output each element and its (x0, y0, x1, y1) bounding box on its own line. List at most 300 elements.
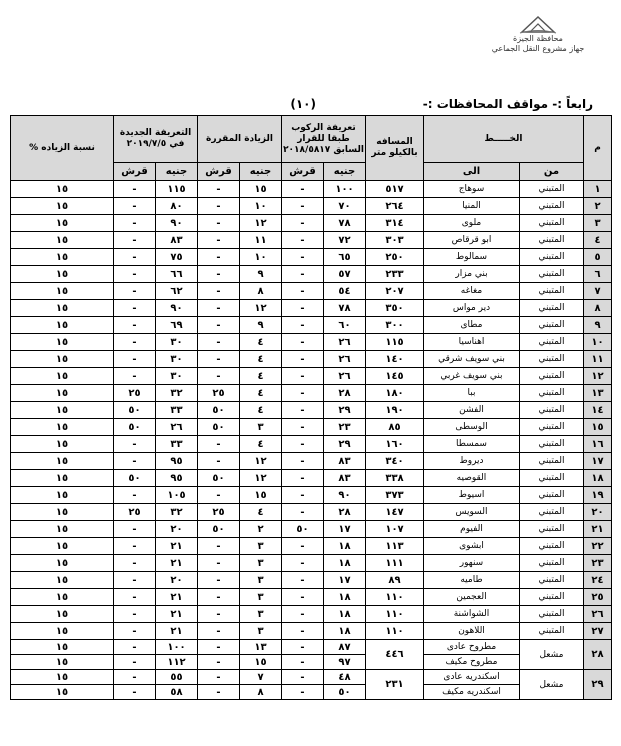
distance-cell: ٢٣٣ (366, 266, 424, 283)
new-pound-cell: ٢١ (156, 623, 198, 640)
increase-pound-cell: ٤ (240, 436, 282, 453)
old-pound-cell: ٢٦ (324, 351, 366, 368)
row-number: ١ (584, 181, 612, 198)
distance-cell: ١١١ (366, 555, 424, 572)
table-row (11, 181, 612, 198)
col-pct-header: نسبة الزياده % (11, 116, 114, 181)
new-pound-cell: ١٠٠ (156, 640, 198, 655)
increase-qirsh-cell: - (198, 589, 240, 606)
new-qirsh-cell: - (114, 181, 156, 198)
new-pound-cell: ١١٢ (156, 655, 198, 670)
new-qirsh-cell: - (114, 368, 156, 385)
new-qirsh-cell: - (114, 283, 156, 300)
pct-cell: ١٥ (11, 368, 114, 385)
from-cell: المتبني (520, 453, 584, 470)
table-row (11, 334, 612, 351)
to-cell: اهناسيا (424, 334, 520, 351)
to-cell: ببا (424, 385, 520, 402)
distance-cell: ١٨٠ (366, 385, 424, 402)
to-cell: بني مزار (424, 266, 520, 283)
new-pound-cell: ٥٥ (156, 670, 198, 685)
table-row (11, 572, 612, 589)
increase-pound-cell: ١٢ (240, 300, 282, 317)
to-cell: المنيا (424, 198, 520, 215)
new-qirsh-cell: - (114, 453, 156, 470)
from-cell: المتبني (520, 334, 584, 351)
pct-cell: ١٥ (11, 555, 114, 572)
old-pound-cell: ٧٨ (324, 300, 366, 317)
to-cell: اسيوط (424, 487, 520, 504)
new-qirsh-cell: - (114, 685, 156, 700)
row-number: ٨ (584, 300, 612, 317)
pct-cell: ١٥ (11, 521, 114, 538)
new-qirsh-cell: ٢٥ (114, 504, 156, 521)
increase-qirsh-cell: - (198, 572, 240, 589)
old-pound-cell: ٩٧ (324, 655, 366, 670)
row-number: ٢٧ (584, 623, 612, 640)
from-cell: مشعل (520, 670, 584, 700)
new-pound-cell: ٣٢ (156, 504, 198, 521)
old-pound-cell: ٧٢ (324, 232, 366, 249)
new-qirsh-cell: - (114, 589, 156, 606)
increase-pound-cell: ٨ (240, 283, 282, 300)
increase-qirsh-cell: - (198, 181, 240, 198)
pct-cell: ١٥ (11, 266, 114, 283)
pct-cell: ١٥ (11, 640, 114, 655)
increase-qirsh-cell: - (198, 368, 240, 385)
distance-cell: ١٠٧ (366, 521, 424, 538)
from-cell: المتبني (520, 215, 584, 232)
increase-qirsh-cell: - (198, 685, 240, 700)
pct-cell: ١٥ (11, 317, 114, 334)
table-row (11, 606, 612, 623)
from-cell: المتبني (520, 589, 584, 606)
old-pound-cell: ٨٧ (324, 640, 366, 655)
pct-cell: ١٥ (11, 198, 114, 215)
distance-cell: ١٤٥ (366, 368, 424, 385)
increase-qirsh-cell: ٥٠ (198, 419, 240, 436)
old-qirsh-cell: - (282, 232, 324, 249)
distance-cell: ١٦٠ (366, 436, 424, 453)
table-row (11, 215, 612, 232)
new-qirsh-cell: - (114, 640, 156, 655)
from-cell: المتبني (520, 232, 584, 249)
increase-qirsh-cell: - (198, 300, 240, 317)
increase-pound-cell: ٣ (240, 623, 282, 640)
old-pound-cell: ١٧ (324, 521, 366, 538)
old-qirsh-cell: - (282, 368, 324, 385)
new-pound-cell: ٣٢ (156, 385, 198, 402)
old-pound-cell: ٢٦ (324, 334, 366, 351)
old-qirsh-header: قرش (282, 163, 324, 181)
old-qirsh-cell: - (282, 249, 324, 266)
row-number: ٢٨ (584, 640, 612, 670)
table-row (11, 470, 612, 487)
new-qirsh-cell: - (114, 572, 156, 589)
increase-pound-cell: ٩ (240, 317, 282, 334)
from-cell: المتبني (520, 249, 584, 266)
old-qirsh-cell: ٥٠ (282, 521, 324, 538)
increase-pound-cell: ١٢ (240, 470, 282, 487)
old-qirsh-cell: - (282, 215, 324, 232)
new-qirsh-cell: - (114, 670, 156, 685)
page-number: (١٠) (290, 97, 316, 111)
increase-qirsh-cell: - (198, 487, 240, 504)
new-qirsh-cell: - (114, 623, 156, 640)
table-row (11, 453, 612, 470)
to-cell: اللاهون (424, 623, 520, 640)
table-row (11, 198, 612, 215)
to-cell: ابشوى (424, 538, 520, 555)
increase-qirsh-cell: - (198, 215, 240, 232)
increase-qirsh-cell: - (198, 606, 240, 623)
new-qirsh-cell: ٢٥ (114, 385, 156, 402)
pct-cell: ١٥ (11, 589, 114, 606)
old-pound-cell: ٧٨ (324, 215, 366, 232)
row-number: ١٦ (584, 436, 612, 453)
tariff-table (10, 115, 612, 700)
increase-qirsh-cell: - (198, 670, 240, 685)
old-pound-cell: ١٧ (324, 572, 366, 589)
old-qirsh-cell: - (282, 640, 324, 655)
pct-cell: ١٥ (11, 351, 114, 368)
old-qirsh-cell: - (282, 419, 324, 436)
to-cell: ديروط (424, 453, 520, 470)
old-qirsh-cell: - (282, 655, 324, 670)
increase-pound-cell: ٩ (240, 266, 282, 283)
increase-qirsh-cell: ٥٠ (198, 470, 240, 487)
old-pound-cell: ٢٣ (324, 419, 366, 436)
old-qirsh-cell: - (282, 589, 324, 606)
pct-cell: ١٥ (11, 470, 114, 487)
distance-cell: ١١٣ (366, 538, 424, 555)
to-cell: الشواشنة (424, 606, 520, 623)
increase-qirsh-cell: - (198, 623, 240, 640)
new-pound-cell: ٢١ (156, 589, 198, 606)
row-number: ٤ (584, 232, 612, 249)
pct-cell: ١٥ (11, 283, 114, 300)
pct-cell: ١٥ (11, 402, 114, 419)
old-qirsh-cell: - (282, 385, 324, 402)
old-pound-cell: ١٨ (324, 623, 366, 640)
distance-cell: ١١٠ (366, 606, 424, 623)
table-row (11, 317, 612, 334)
distance-cell: ٣٥٠ (366, 300, 424, 317)
col-from-header: من (520, 163, 584, 181)
new-qirsh-cell: - (114, 198, 156, 215)
pct-cell: ١٥ (11, 504, 114, 521)
from-cell: المتبني (520, 538, 584, 555)
new-qirsh-cell: - (114, 538, 156, 555)
old-qirsh-cell: - (282, 670, 324, 685)
old-qirsh-cell: - (282, 453, 324, 470)
old-qirsh-cell: - (282, 538, 324, 555)
to-cell: سنهور (424, 555, 520, 572)
from-cell: المتبني (520, 198, 584, 215)
increase-pound-cell: ١٢ (240, 215, 282, 232)
new-pound-cell: ٣٠ (156, 334, 198, 351)
table-row (11, 368, 612, 385)
increase-pound-cell: ٣ (240, 589, 282, 606)
increase-qirsh-cell: - (198, 655, 240, 670)
to-cell: سمالوط (424, 249, 520, 266)
from-cell: المتبني (520, 521, 584, 538)
section-heading: رابعاً :- مواقف المحافظات :- (422, 97, 593, 111)
to-cell: السويس (424, 504, 520, 521)
old-qirsh-cell: - (282, 181, 324, 198)
from-cell: مشعل (520, 640, 584, 670)
row-number: ٢ (584, 198, 612, 215)
to-cell: سوهاج (424, 181, 520, 198)
increase-pound-cell: ٣ (240, 538, 282, 555)
from-cell: المتبني (520, 266, 584, 283)
increase-pound-cell: ٤ (240, 504, 282, 521)
pct-cell: ١٥ (11, 487, 114, 504)
old-pound-cell: ١٨ (324, 538, 366, 555)
old-pound-cell: ١٨ (324, 589, 366, 606)
row-number: ١٤ (584, 402, 612, 419)
row-number: ٢٠ (584, 504, 612, 521)
old-pound-cell: ٨٣ (324, 470, 366, 487)
new-qirsh-cell: - (114, 436, 156, 453)
tariff-table-body (11, 181, 612, 700)
new-pound-cell: ٦٦ (156, 266, 198, 283)
table-row (11, 232, 612, 249)
from-cell: المتبني (520, 419, 584, 436)
distance-cell: ٣١٤ (366, 215, 424, 232)
table-row (11, 436, 612, 453)
increase-pound-cell: ٤ (240, 334, 282, 351)
increase-pound-cell: ٤ (240, 385, 282, 402)
distance-cell: ٣٠٠ (366, 317, 424, 334)
table-row (11, 589, 612, 606)
col-new-tariff-header: التعريفة الجديدة في ٢٠١٩/٧/٥ (114, 116, 198, 163)
to-cell: ملوى (424, 215, 520, 232)
organization-logo (483, 14, 593, 58)
increase-qirsh-cell: - (198, 232, 240, 249)
from-cell: المتبني (520, 351, 584, 368)
from-cell: المتبني (520, 300, 584, 317)
table-row (11, 623, 612, 640)
distance-cell: ٣٧٣ (366, 487, 424, 504)
row-number: ٣ (584, 215, 612, 232)
new-pound-cell: ٣٣ (156, 436, 198, 453)
old-qirsh-cell: - (282, 606, 324, 623)
new-pound-cell: ٩٥ (156, 453, 198, 470)
old-pound-cell: ٧٠ (324, 198, 366, 215)
to-cell: مطاى (424, 317, 520, 334)
row-number: ٩ (584, 317, 612, 334)
from-cell: المتبني (520, 181, 584, 198)
increase-pound-cell: ١٥ (240, 487, 282, 504)
new-qirsh-cell: ٥٠ (114, 419, 156, 436)
pct-cell: ١٥ (11, 249, 114, 266)
increase-pound-cell: ٨ (240, 685, 282, 700)
old-pound-cell: ٥٤ (324, 283, 366, 300)
from-cell: المتبني (520, 572, 584, 589)
new-qirsh-cell: - (114, 487, 156, 504)
inc-qirsh-header: قرش (198, 163, 240, 181)
new-qirsh-cell: - (114, 215, 156, 232)
col-to-header: الى (424, 163, 520, 181)
row-number: ٥ (584, 249, 612, 266)
increase-pound-cell: ١٥ (240, 181, 282, 198)
old-pound-cell: ٢٨ (324, 504, 366, 521)
distance-cell: ١٤٠ (366, 351, 424, 368)
new-pound-cell: ٨٣ (156, 232, 198, 249)
new-pound-cell: ٣٣ (156, 402, 198, 419)
table-row (11, 249, 612, 266)
increase-qirsh-cell: - (198, 334, 240, 351)
pct-cell: ١٥ (11, 436, 114, 453)
from-cell: المتبني (520, 283, 584, 300)
new-pound-cell: ٩٠ (156, 215, 198, 232)
old-qirsh-cell: - (282, 300, 324, 317)
new-pound-cell: ٢٦ (156, 419, 198, 436)
new-pound-cell: ٢٠ (156, 521, 198, 538)
from-cell: المتبني (520, 317, 584, 334)
increase-pound-cell: ٣ (240, 419, 282, 436)
col-line-header: الخـــــط (424, 116, 584, 163)
from-cell: المتبني (520, 470, 584, 487)
increase-qirsh-cell: ٢٥ (198, 504, 240, 521)
to-cell: سمسطا (424, 436, 520, 453)
old-qirsh-cell: - (282, 572, 324, 589)
old-pound-header: جنيه (324, 163, 366, 181)
pct-cell: ١٥ (11, 334, 114, 351)
row-number: ٢٣ (584, 555, 612, 572)
new-qirsh-cell: - (114, 334, 156, 351)
pct-cell: ١٥ (11, 181, 114, 198)
row-number: ١٣ (584, 385, 612, 402)
increase-pound-cell: ١٢ (240, 453, 282, 470)
row-number: ١٠ (584, 334, 612, 351)
new-pound-cell: ٧٥ (156, 249, 198, 266)
pct-cell: ١٥ (11, 670, 114, 685)
to-cell: اسكندريه عادى (424, 670, 520, 685)
new-qirsh-cell: - (114, 232, 156, 249)
new-pound-cell: ٨٠ (156, 198, 198, 215)
table-row (11, 419, 612, 436)
new-qirsh-header: قرش (114, 163, 156, 181)
row-number: ٢٢ (584, 538, 612, 555)
distance-cell: ١١٥ (366, 334, 424, 351)
distance-cell: ٢٠٧ (366, 283, 424, 300)
new-pound-cell: ١١٥ (156, 181, 198, 198)
row-number: ٢٦ (584, 606, 612, 623)
row-number: ٧ (584, 283, 612, 300)
new-qirsh-cell: - (114, 351, 156, 368)
from-cell: المتبني (520, 606, 584, 623)
from-cell: المتبني (520, 623, 584, 640)
new-qirsh-cell: - (114, 300, 156, 317)
old-pound-cell: ١٠٠ (324, 181, 366, 198)
to-cell: الفيوم (424, 521, 520, 538)
new-qirsh-cell: ٥٠ (114, 402, 156, 419)
new-qirsh-cell: - (114, 317, 156, 334)
old-qirsh-cell: - (282, 623, 324, 640)
to-cell: اسكندريه مكيف (424, 685, 520, 700)
increase-qirsh-cell: - (198, 453, 240, 470)
pct-cell: ١٥ (11, 538, 114, 555)
increase-qirsh-cell: - (198, 555, 240, 572)
row-number: ١٢ (584, 368, 612, 385)
increase-qirsh-cell: ٥٠ (198, 402, 240, 419)
distance-cell: ٨٩ (366, 572, 424, 589)
pct-cell: ١٥ (11, 453, 114, 470)
old-qirsh-cell: - (282, 555, 324, 572)
from-cell: المتبني (520, 504, 584, 521)
row-number: ٦ (584, 266, 612, 283)
old-pound-cell: ٤٨ (324, 670, 366, 685)
increase-qirsh-cell: - (198, 266, 240, 283)
increase-qirsh-cell: - (198, 351, 240, 368)
new-pound-cell: ٩٠ (156, 300, 198, 317)
from-cell: المتبني (520, 487, 584, 504)
old-pound-cell: ٦٠ (324, 317, 366, 334)
to-cell: مطروح عادى (424, 640, 520, 655)
increase-pound-cell: ١٠ (240, 249, 282, 266)
distance-cell: ١١٠ (366, 589, 424, 606)
new-pound-cell: ٣٠ (156, 368, 198, 385)
to-cell: بني سويف شرقي (424, 351, 520, 368)
row-number: ١٧ (584, 453, 612, 470)
new-qirsh-cell: - (114, 606, 156, 623)
new-pound-cell: ٢١ (156, 538, 198, 555)
pct-cell: ١٥ (11, 685, 114, 700)
increase-pound-cell: ١١ (240, 232, 282, 249)
new-qirsh-cell: - (114, 249, 156, 266)
distance-cell: ١٩٠ (366, 402, 424, 419)
old-pound-cell: ٢٩ (324, 436, 366, 453)
new-pound-cell: ٦٩ (156, 317, 198, 334)
pct-cell: ١٥ (11, 385, 114, 402)
increase-pound-cell: ١٥ (240, 655, 282, 670)
new-qirsh-cell: - (114, 266, 156, 283)
new-pound-cell: ٦٢ (156, 283, 198, 300)
distance-cell: ٣٣٨ (366, 470, 424, 487)
table-row (11, 402, 612, 419)
increase-pound-cell: ٧ (240, 670, 282, 685)
old-pound-cell: ١٨ (324, 606, 366, 623)
increase-pound-cell: ١٣ (240, 640, 282, 655)
row-number: ٢١ (584, 521, 612, 538)
increase-qirsh-cell: ٥٠ (198, 521, 240, 538)
old-qirsh-cell: - (282, 198, 324, 215)
distance-cell: ٥١٧ (366, 181, 424, 198)
pct-cell: ١٥ (11, 572, 114, 589)
col-distance-header: المسافه بالكيلو متر (366, 116, 424, 181)
from-cell: المتبني (520, 385, 584, 402)
old-pound-cell: ٢٦ (324, 368, 366, 385)
distance-cell: ٨٥ (366, 419, 424, 436)
new-pound-cell: ١٠٥ (156, 487, 198, 504)
distance-cell: ٤٤٦ (366, 640, 424, 670)
to-cell: مطروح مكيف (424, 655, 520, 670)
row-number: ١٨ (584, 470, 612, 487)
old-pound-cell: ٢٩ (324, 402, 366, 419)
pct-cell: ١٥ (11, 215, 114, 232)
to-cell: القوصيه (424, 470, 520, 487)
distance-cell: ٣٤٠ (366, 453, 424, 470)
distance-cell: ٢٥٠ (366, 249, 424, 266)
increase-qirsh-cell: - (198, 538, 240, 555)
new-pound-cell: ٢٠ (156, 572, 198, 589)
distance-cell: ١٤٧ (366, 504, 424, 521)
increase-pound-cell: ٤ (240, 368, 282, 385)
new-pound-cell: ٢١ (156, 555, 198, 572)
new-pound-header: جنيه (156, 163, 198, 181)
